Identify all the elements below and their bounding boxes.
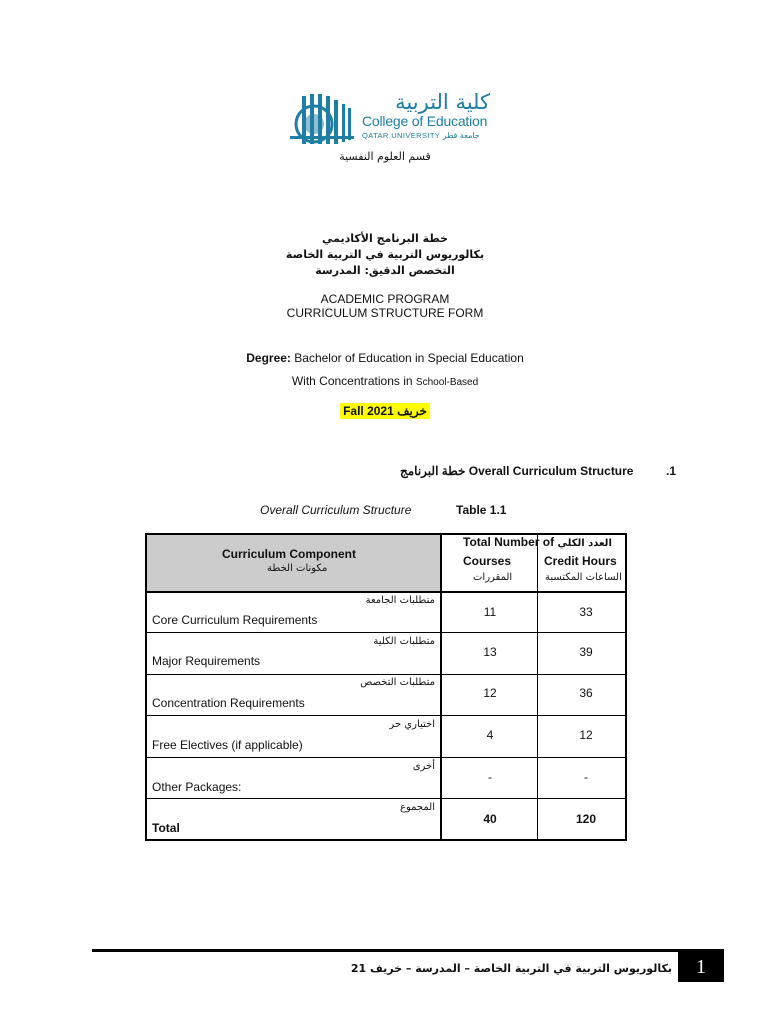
row-core-label-ar: متطلبات الجامعة: [365, 595, 435, 606]
grid-line-h2: [147, 674, 625, 675]
grid-line-h0: [147, 591, 625, 593]
concentration-line: [0, 374, 770, 388]
row-other-label-ar: أخرى: [412, 761, 435, 772]
row-concentration-label-ar: متطلبات التخصص: [360, 677, 435, 688]
row-major-credits: 39: [579, 645, 593, 659]
row-concentration-courses: 12: [483, 686, 497, 700]
logo-university: [362, 131, 480, 140]
degree-label: Degree:: [246, 351, 291, 365]
total-number-header: [463, 535, 612, 549]
form-title-line2: CURRICULUM STRUCTURE FORM: [286, 306, 484, 320]
courses-header-ar: المقررات: [473, 572, 513, 583]
grid-line-h1: [147, 632, 625, 633]
credits-header-ar: الساعات المكتسبة: [545, 572, 622, 583]
table-caption-number: Table 1.1: [456, 503, 507, 517]
row-core-label: Core Curriculum Requirements: [152, 613, 318, 627]
row-other-courses: -: [488, 770, 492, 784]
grid-line-h4: [147, 757, 625, 758]
page-number: 1: [678, 952, 724, 982]
section-title: خطة البرنامج Overall Curriculum Structure: [400, 464, 634, 478]
row-major-label-ar: متطلبات الكلية: [373, 636, 435, 647]
row-total-courses: 40: [483, 812, 497, 826]
term-badge: Fall 2021 خريف: [340, 403, 430, 419]
plan-title-ar-line1: خطة البرنامج الأكاديمي: [322, 232, 448, 245]
department-name: قسم العلوم النفسية: [339, 150, 431, 163]
plan-title-ar-line3: التخصص الدقيق: المدرسة: [315, 264, 455, 277]
plan-title-ar-line2: بكالوريوس التربية في التربية الخاصة: [285, 248, 485, 261]
college-logo: [290, 92, 490, 148]
row-electives-label: Free Electives (if applicable): [152, 738, 303, 752]
row-core-courses: 11: [483, 605, 497, 619]
degree-value: Bachelor of Education in Special Education: [294, 351, 524, 365]
curriculum-table: [145, 533, 627, 841]
total-number-header-en: Total Number of: [463, 535, 555, 549]
row-electives-label-ar: اختياري حر: [389, 719, 435, 730]
logo-english-name: College of Education: [362, 113, 488, 129]
component-header-ar: مكونات الخطة: [267, 563, 328, 574]
total-number-header-ar: العدد الكلي: [557, 538, 612, 549]
logo-university-en: QATAR UNIVERSITY: [362, 131, 441, 140]
row-total-label: Total: [152, 821, 180, 835]
row-major-courses: 13: [483, 645, 497, 659]
row-other-credits: -: [584, 770, 588, 784]
college-emblem-icon: [290, 92, 358, 148]
degree-line: [0, 351, 770, 365]
credits-header: Credit Hours: [544, 554, 617, 568]
footer-divider: [92, 949, 724, 952]
grid-line-h5: [147, 798, 625, 799]
table-caption-title: Overall Curriculum Structure: [260, 503, 412, 517]
row-concentration-label: Concentration Requirements: [152, 696, 305, 710]
concentration-value: School-Based: [415, 377, 479, 388]
row-concentration-credits: 36: [579, 686, 593, 700]
row-total-credits: 120: [575, 812, 597, 826]
row-other-label: Other Packages:: [152, 780, 242, 794]
row-total-label-ar: المجموع: [400, 802, 435, 813]
logo-arabic-name: كلية التربية: [395, 90, 490, 114]
concentration-prefix: With Concentrations in: [291, 374, 413, 388]
courses-header: Courses: [463, 554, 512, 568]
form-title-line1: ACADEMIC PROGRAM: [320, 292, 450, 306]
grid-line-h3: [147, 715, 625, 716]
row-electives-credits: 12: [579, 728, 593, 742]
component-header: Curriculum Component: [222, 547, 356, 561]
row-electives-courses: 4: [486, 728, 494, 742]
section-number: .1: [666, 464, 677, 478]
footer-text: بكالوريوس التربية في التربية الخاصة – المدرسة – خريف 21: [350, 962, 672, 975]
logo-university-ar: جامعة قطر: [442, 131, 480, 140]
row-major-label: Major Requirements: [152, 654, 261, 668]
row-core-credits: 33: [579, 605, 593, 619]
